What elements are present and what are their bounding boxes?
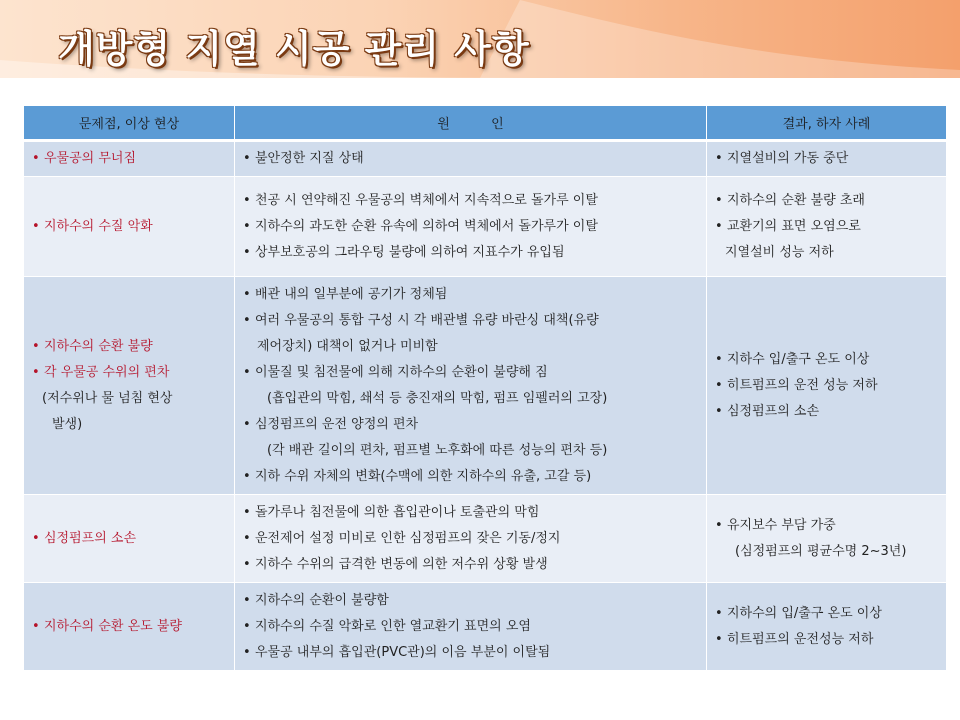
problem-cell [24,495,235,583]
cause-item: • 지하수의 순환이 불량함 [243,588,700,614]
cause-continuation: (흡입관의 막힘, 쇄석 등 충진재의 막힘, 펌프 임펠러의 고장) [267,390,608,406]
result-item: • 히트펌프의 운전성능 저하 [715,627,940,653]
problem-cell [24,141,235,177]
bullet-icon: • [243,151,251,166]
table-row [24,583,947,671]
problem-note: (저수위나 물 넘침 현상 [42,390,173,406]
bullet-icon: • [715,631,723,647]
bullet-icon: • [243,644,251,660]
cause-item: • 지하수의 과도한 순환 유속에 의하여 벽체에서 돌가루가 이탈 [243,214,700,240]
bullet-icon: • [32,618,40,634]
header-problem: 문제점, 이상 현상 [24,106,235,141]
bullet-icon: • [715,377,723,393]
result-item: • 유지보수 부담 가중 [715,513,940,539]
issues-table [23,106,947,671]
cause-item: • 돌가루나 침전물에 의한 흡입관이나 토출관의 막힘 [243,500,700,526]
bullet-icon: • [32,364,40,380]
cause-item: • 지하수 수위의 급격한 변동에 의한 저수위 상황 발생 [243,552,700,578]
table-row [24,495,947,583]
cause-item: • 운전제어 설정 미비로 인한 심정펌프의 잦은 기동/정지 [243,526,700,552]
result-item: • 지하수의 입/출구 온도 이상 [715,601,940,627]
cause-item: • 불안정한 지질 상태 [243,146,700,172]
bullet-icon: • [243,530,251,546]
bullet-icon: • [243,556,251,572]
result-cell [707,277,947,495]
problem-item: • 우물공의 무너짐 [32,146,228,172]
result-continuation: (심정펌프의 평균수명 2~3년) [735,543,907,559]
cause-continuation: (각 배관 길이의 편차, 펌프별 노후화에 따른 성능의 편차 등) [267,442,608,458]
bullet-icon: • [243,364,251,380]
cause-cell [235,277,707,495]
result-cell [707,141,947,177]
page-title: 개방형 지열 시공 관리 사항 [58,27,530,71]
result-item: • 지하수 입/출구 온도 이상 [715,347,940,373]
bullet-icon: • [715,218,723,234]
bullet-icon: • [32,151,40,166]
cause-item: • 여러 우물공의 통합 구성 시 각 배관별 유량 바란싱 대책(유량 [243,308,700,334]
table-row [24,141,947,177]
problem-item: • 각 우물공 수위의 편차 [32,360,228,386]
table-row [24,177,947,277]
cause-cell [235,141,707,177]
problem-cell [24,583,235,671]
bullet-icon: • [243,504,251,520]
bullet-icon: • [32,338,40,354]
problem-item: • 지하수의 순환 불량 [32,334,228,360]
header-result: 결과, 하자 사례 [707,106,947,141]
bullet-icon: • [243,312,251,328]
cause-cell [235,583,707,671]
bullet-icon: • [32,530,40,546]
bullet-icon: • [243,192,251,208]
result-item: • 지하수의 순환 불량 초래 [715,188,940,214]
table-row [24,277,947,495]
bullet-icon: • [715,517,723,533]
result-cell [707,583,947,671]
bullet-icon: • [243,218,251,234]
problem-cell [24,277,235,495]
problem-note: 발생) [52,416,83,432]
problem-cell [24,177,235,277]
result-item: • 교환기의 표면 오염으로 [715,214,940,240]
bullet-icon: • [715,151,723,166]
problem-item: • 심정펌프의 소손 [32,526,228,552]
result-item: • 히트펌프의 운전 성능 저하 [715,373,940,399]
bullet-icon: • [243,416,251,432]
result-item: • 심정펌프의 소손 [715,399,940,425]
result-cell [707,177,947,277]
bullet-icon: • [243,244,251,260]
cause-item: • 지하수의 수질 악화로 인한 열교환기 표면의 오염 [243,614,700,640]
cause-cell [235,495,707,583]
header-cause: 원 인 [235,106,707,141]
bullet-icon: • [32,218,40,234]
cause-item: • 우물공 내부의 흡입관(PVC관)의 이음 부분이 이탈됨 [243,640,700,666]
bullet-icon: • [243,468,251,484]
bullet-icon: • [243,592,251,608]
bullet-icon: • [715,192,723,208]
cause-continuation: 제어장치) 대책이 없거나 미비함 [257,338,438,354]
cause-item: • 배관 내의 일부분에 공기가 정체됨 [243,282,700,308]
bullet-icon: • [715,403,723,419]
cause-item: • 상부보호공의 그라우팅 불량에 의하여 지표수가 유입됨 [243,240,700,266]
cause-cell [235,177,707,277]
problem-item: • 지하수의 순환 온도 불량 [32,614,228,640]
cause-item: • 심정펌프의 운전 양정의 편차 [243,412,700,438]
problem-item: • 지하수의 수질 악화 [32,214,228,240]
result-continuation: 지열설비 성능 저하 [725,244,834,260]
cause-item: • 지하 수위 자체의 변화(수맥에 의한 지하수의 유출, 고갈 등) [243,464,700,490]
table-header-row [24,106,947,141]
bullet-icon: • [243,286,251,302]
result-cell [707,495,947,583]
result-item: • 지열설비의 가동 중단 [715,146,940,172]
cause-item: • 이물질 및 침전물에 의해 지하수의 순환이 불량해 짐 [243,360,700,386]
bullet-icon: • [715,605,723,621]
cause-item: • 천공 시 연약해진 우물공의 벽체에서 지속적으로 돌가루 이탈 [243,188,700,214]
bullet-icon: • [715,351,723,367]
bullet-icon: • [243,618,251,634]
